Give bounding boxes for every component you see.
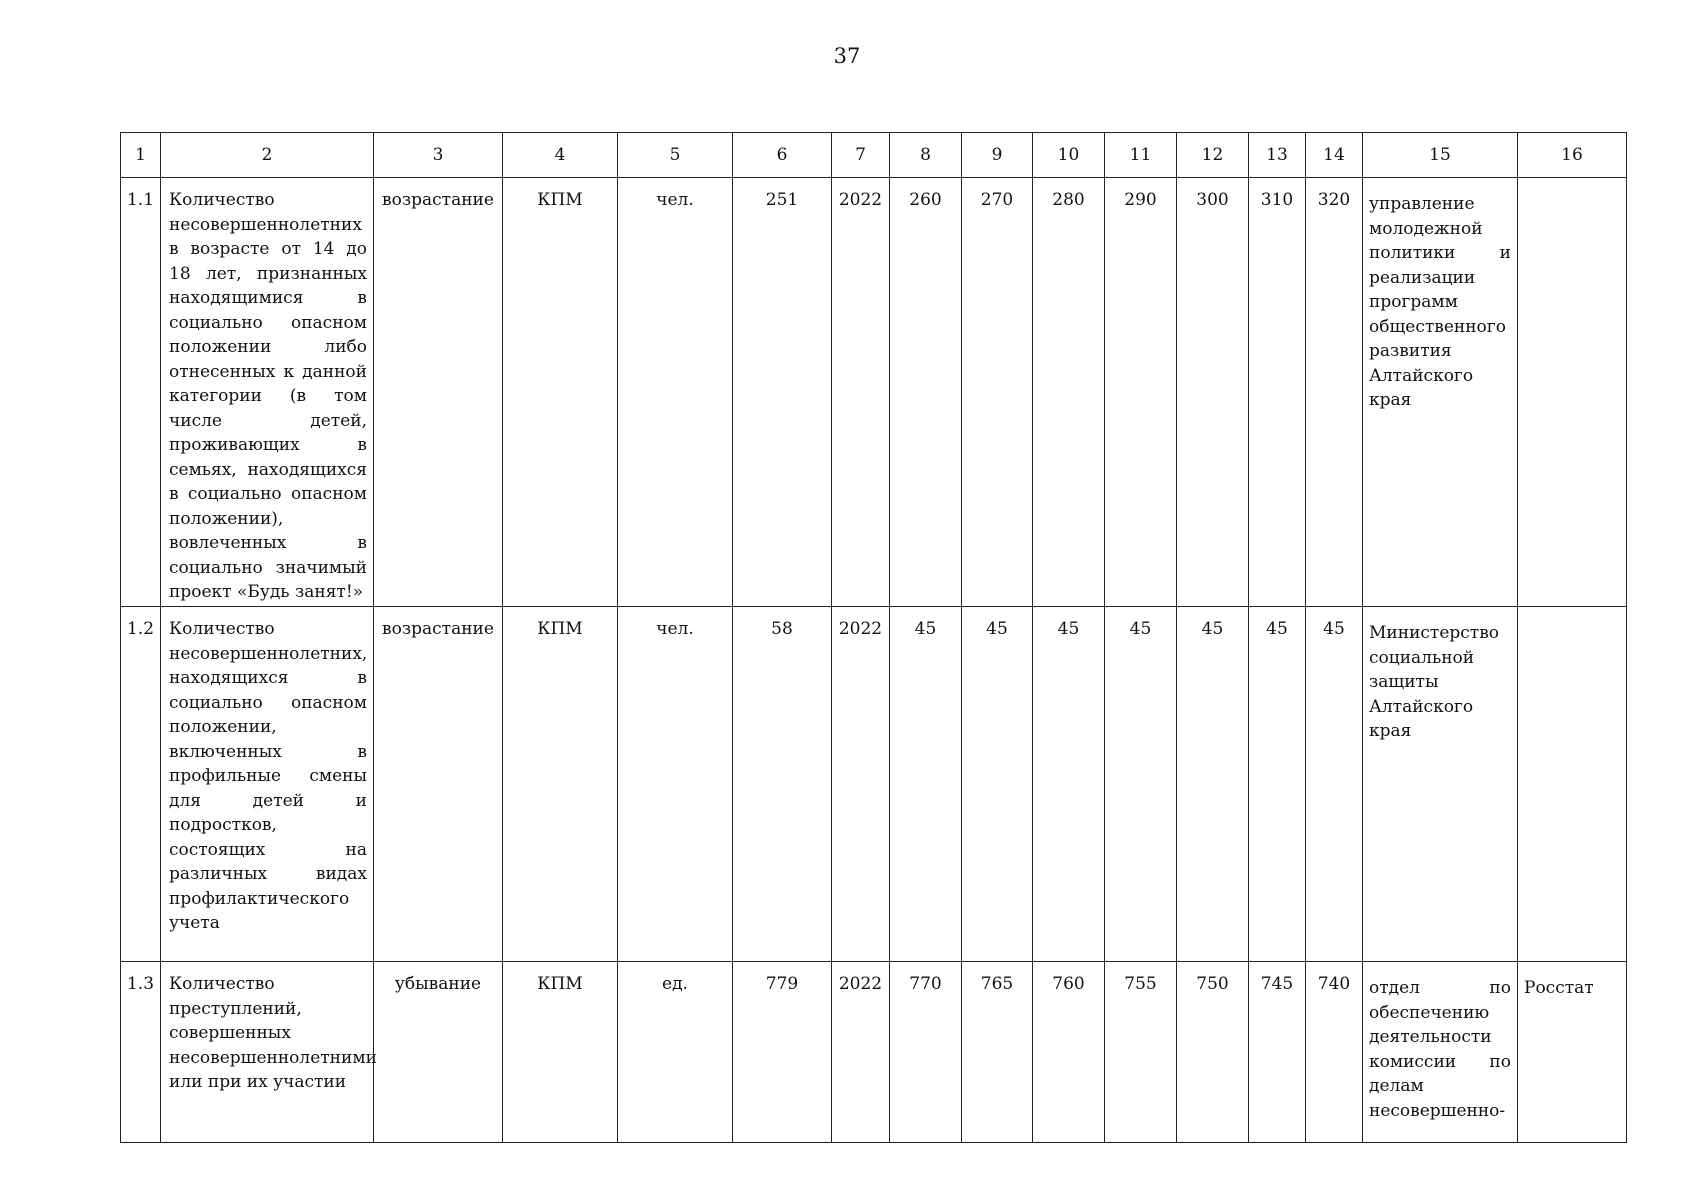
base-year-cell: 2022 (832, 962, 890, 1143)
value-cell: 270 (962, 178, 1033, 607)
type-cell: КПМ (503, 607, 618, 962)
header-cell: 5 (618, 133, 733, 178)
indicator-name: Количество преступлений, совершенных несовершеннолетними или при их участии (161, 962, 374, 1143)
base-year-cell: 2022 (832, 178, 890, 607)
base-value-cell: 251 (733, 178, 832, 607)
source-cell (1518, 607, 1627, 962)
source-cell: Росстат (1518, 962, 1627, 1143)
trend-cell: возрастание (374, 178, 503, 607)
value-cell: 765 (962, 962, 1033, 1143)
header-cell: 9 (962, 133, 1033, 178)
source-cell (1518, 178, 1627, 607)
value-cell: 770 (890, 962, 962, 1143)
value-cell: 45 (1033, 607, 1105, 962)
value-cell: 45 (1105, 607, 1177, 962)
responsible-cell: управление молодежной политики и реализации программ общественного развития Алтайского края (1363, 178, 1518, 607)
table-row (121, 607, 1627, 962)
responsible-cell: отдел по обеспечению деятельности комиссии по делам несовершенно- (1363, 962, 1518, 1143)
header-cell: 12 (1177, 133, 1249, 178)
row-number: 1.1 (121, 178, 161, 607)
base-value-cell: 58 (733, 607, 832, 962)
table-row (121, 178, 1627, 607)
header-cell: 3 (374, 133, 503, 178)
header-cell: 14 (1306, 133, 1363, 178)
header-cell: 15 (1363, 133, 1518, 178)
table-header-row (121, 133, 1627, 178)
page-number: 37 (833, 44, 861, 68)
header-cell: 4 (503, 133, 618, 178)
indicator-name: Количество несовершеннолетних в возрасте от 14 до 18 лет, признанных находящимися в социально опасном положении либо отнесенных к данной категории (в том числе детей, проживающих в семьях, находящихся в социально опасном положении), вовлеченных в социально значимый проект «Будь занят!» (161, 178, 374, 607)
header-cell: 10 (1033, 133, 1105, 178)
header-cell: 13 (1249, 133, 1306, 178)
header-cell: 1 (121, 133, 161, 178)
header-cell: 11 (1105, 133, 1177, 178)
trend-cell: возрастание (374, 607, 503, 962)
trend-cell: убывание (374, 962, 503, 1143)
unit-cell: чел. (618, 607, 733, 962)
value-cell: 45 (890, 607, 962, 962)
value-cell: 320 (1306, 178, 1363, 607)
value-cell: 260 (890, 178, 962, 607)
type-cell: КПМ (503, 178, 618, 607)
type-cell: КПМ (503, 962, 618, 1143)
value-cell: 290 (1105, 178, 1177, 607)
value-cell: 280 (1033, 178, 1105, 607)
unit-cell: чел. (618, 178, 733, 607)
value-cell: 45 (1306, 607, 1363, 962)
header-cell: 7 (832, 133, 890, 178)
value-cell: 750 (1177, 962, 1249, 1143)
indicators-table (120, 132, 1627, 1143)
unit-cell: ед. (618, 962, 733, 1143)
header-cell: 16 (1518, 133, 1627, 178)
value-cell: 740 (1306, 962, 1363, 1143)
value-cell: 45 (962, 607, 1033, 962)
value-cell: 745 (1249, 962, 1306, 1143)
row-number: 1.2 (121, 607, 161, 962)
value-cell: 45 (1249, 607, 1306, 962)
header-cell: 6 (733, 133, 832, 178)
indicator-name: Количество несовершеннолетних, находящихся в социально опасном положении, включенных в профильные смены для детей и подростков, состоящих на различных видах профилактического учета (161, 607, 374, 962)
value-cell: 300 (1177, 178, 1249, 607)
value-cell: 45 (1177, 607, 1249, 962)
header-cell: 8 (890, 133, 962, 178)
row-number: 1.3 (121, 962, 161, 1143)
value-cell: 310 (1249, 178, 1306, 607)
base-year-cell: 2022 (832, 607, 890, 962)
table-row (121, 962, 1627, 1143)
base-value-cell: 779 (733, 962, 832, 1143)
value-cell: 755 (1105, 962, 1177, 1143)
value-cell: 760 (1033, 962, 1105, 1143)
responsible-cell: Министерство социальной защиты Алтайского края (1363, 607, 1518, 962)
header-cell: 2 (161, 133, 374, 178)
